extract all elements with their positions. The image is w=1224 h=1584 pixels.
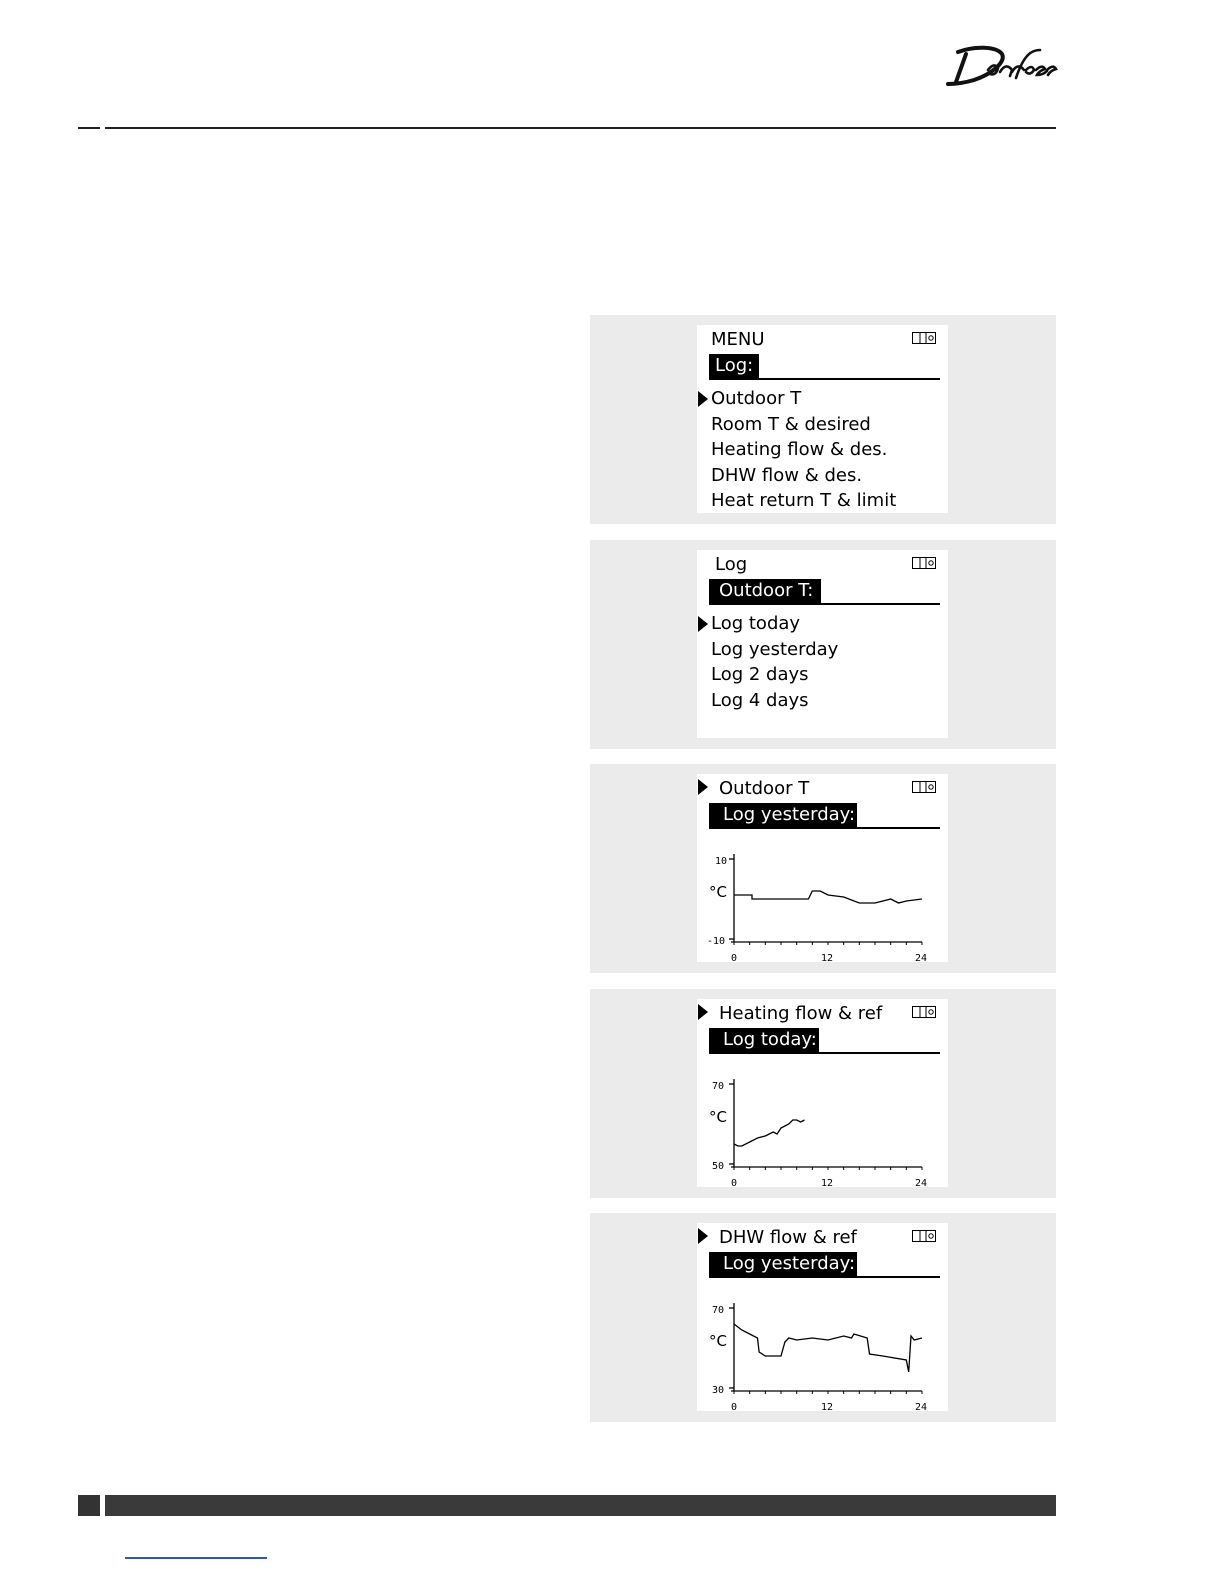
display-panel-heating-chart	[590, 989, 1056, 1198]
header-rule	[105, 127, 1056, 129]
selection-arrow-icon	[698, 1004, 708, 1020]
series-line	[734, 1324, 922, 1372]
selection-arrow-icon	[698, 391, 708, 407]
screen-title: DHW flow & ref	[719, 1227, 857, 1248]
x-tick-12: 12	[821, 953, 834, 962]
danfoss-logo	[944, 44, 1058, 88]
selection-arrow-icon	[698, 1228, 708, 1244]
menu-item-log-yesterday[interactable]: Log yesterday	[711, 638, 839, 660]
battery-icon	[912, 557, 936, 569]
y-tick-top: 10	[715, 856, 728, 867]
screen-divider	[709, 1276, 940, 1278]
screen-subtitle: Outdoor T:	[709, 579, 821, 603]
footer-page-marker	[78, 1495, 100, 1516]
screen-title: Heating flow & ref	[719, 1003, 883, 1024]
menu-list	[711, 611, 838, 713]
screen-subtitle: Log yesterday:	[709, 803, 857, 827]
x-tick-24: 24	[915, 953, 928, 962]
selection-arrow-icon	[698, 779, 708, 795]
x-tick-12: 12	[821, 1402, 834, 1411]
display-screen	[697, 999, 948, 1187]
display-panel-dhw-chart	[590, 1213, 1056, 1422]
screen-subtitle: Log yesterday:	[709, 1252, 857, 1276]
danfoss-logo-mark	[944, 44, 1058, 88]
screen-subtitle: Log:	[709, 354, 759, 378]
x-tick-0: 0	[731, 1178, 738, 1187]
log-chart	[697, 834, 948, 962]
display-panel-outdoor-chart	[590, 764, 1056, 973]
battery-icon	[912, 781, 936, 793]
menu-item-room-t[interactable]: Room T & desired	[711, 413, 871, 435]
screen-divider	[709, 378, 940, 380]
battery-icon	[912, 1006, 936, 1018]
menu-item-log-4-days[interactable]: Log 4 days	[711, 689, 809, 711]
log-chart	[697, 1059, 948, 1187]
y-tick-bottom: -10	[707, 936, 726, 947]
y-tick-top: 70	[712, 1305, 725, 1316]
menu-item-heat-return[interactable]: Heat return T & limit	[711, 490, 897, 511]
log-chart	[697, 1283, 948, 1411]
screen-divider	[709, 827, 940, 829]
series-line	[734, 891, 922, 903]
x-tick-0: 0	[731, 1402, 738, 1411]
battery-icon	[912, 332, 936, 344]
menu-item-heating-flow[interactable]: Heating flow & des.	[711, 439, 888, 460]
menu-item-log-today[interactable]: Log today	[711, 613, 801, 634]
y-unit-label: °C	[709, 1332, 727, 1350]
screen-title: MENU	[711, 329, 765, 350]
display-screen	[697, 325, 948, 513]
screen-subtitle: Log today:	[709, 1028, 819, 1052]
x-tick-24: 24	[915, 1402, 928, 1411]
display-screen	[697, 550, 948, 738]
screen-title: Log	[715, 554, 748, 575]
display-panel-menu-log	[590, 315, 1056, 524]
battery-icon	[912, 1230, 936, 1242]
selection-arrow-icon	[698, 616, 708, 632]
y-tick-bottom: 30	[712, 1385, 725, 1396]
footer-bar	[105, 1495, 1056, 1516]
y-unit-label: °C	[709, 883, 727, 901]
x-tick-0: 0	[731, 953, 738, 962]
x-tick-24: 24	[915, 1178, 928, 1187]
menu-item-outdoor-t[interactable]: Outdoor T	[711, 388, 802, 409]
y-tick-top: 70	[712, 1081, 725, 1092]
footer-link-underline	[125, 1557, 267, 1559]
screen-divider	[709, 1052, 940, 1054]
x-tick-12: 12	[821, 1178, 834, 1187]
menu-item-dhw-flow[interactable]: DHW flow & des.	[711, 464, 863, 486]
menu-list	[711, 386, 896, 514]
y-tick-bottom: 50	[712, 1161, 725, 1172]
header-rule-short	[78, 127, 100, 129]
screen-divider	[709, 603, 940, 605]
screen-title: Outdoor T	[719, 778, 810, 799]
menu-item-log-2-days[interactable]: Log 2 days	[711, 664, 809, 685]
display-screen	[697, 774, 948, 962]
display-screen	[697, 1223, 948, 1411]
series-line	[734, 1120, 805, 1146]
display-panel-log-outdoor	[590, 540, 1056, 749]
y-unit-label: °C	[709, 1108, 727, 1126]
